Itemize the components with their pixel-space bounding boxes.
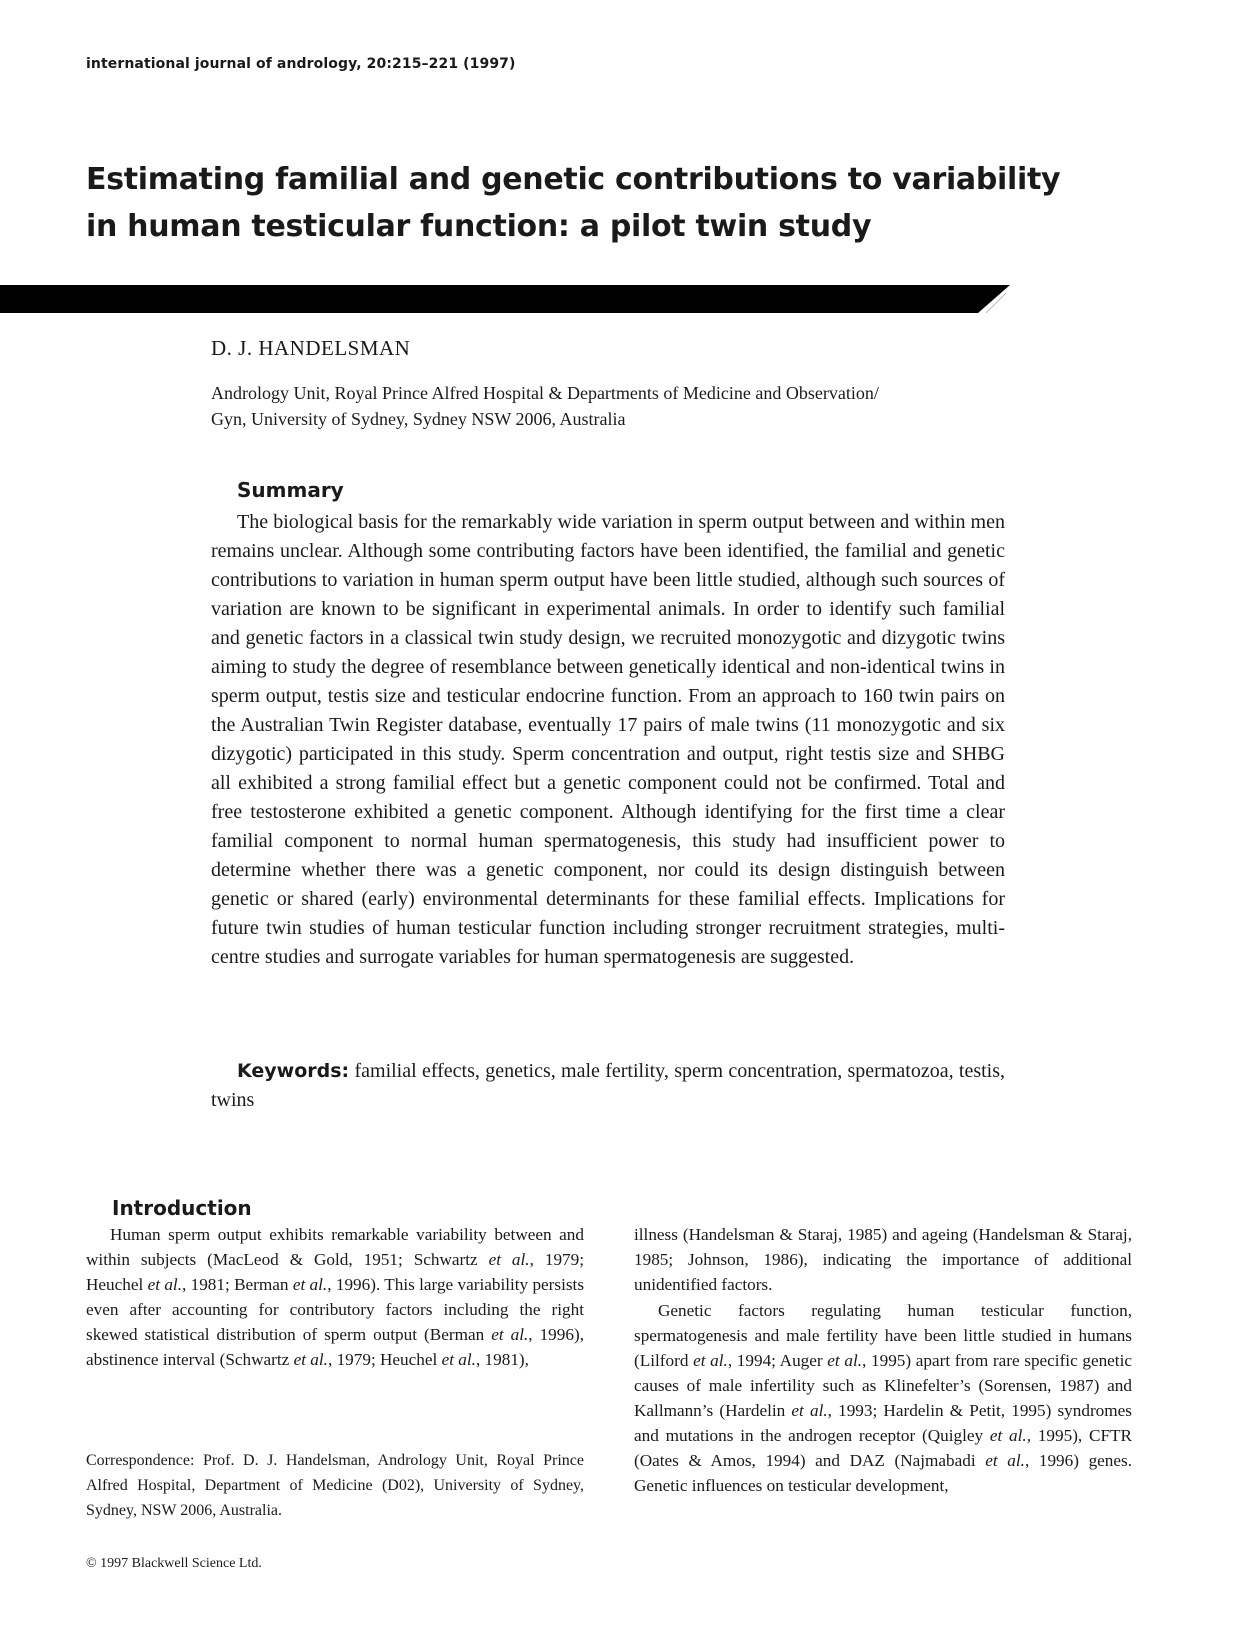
etal-italic: et al. <box>147 1275 182 1294</box>
keywords-block <box>211 1057 1005 1115</box>
text-run: , 1993; Hardelin & Petit, 1995) syndromes and mutations in the androgen receptor (Quigley <box>634 1401 1132 1445</box>
text-run: , 1996), abstinence interval (Schwartz <box>86 1325 584 1369</box>
text-run: , 1994; Auger <box>727 1351 828 1370</box>
summary-text: The biological basis for the remarkably wide variation in sperm output between and within men remains unclear. Although some contributing factors have been identified, the familial and genetic contributions to variation in human sperm output have been little studied, although such sources of variation are known to be significant in experimental animals. In order to identify such familial and genetic factors in a classical twin study design, we recruited monozygotic and dizygotic twins aiming to study the degree of resemblance between genetically identical and non-identical twins in sperm output, testis size and testicular endocrine function. From an approach to 160 twin pairs on the Australian Twin Register database, eventually 17 pairs of male twins (11 monozygotic and six dizygotic) participated in this study. Sperm concentration and output, right testis size and SHBG all exhibited a strong familial effect but a genetic component could not be confirmed. Total and free testosterone exhibited a genetic component. Although identifying for the first time a clear familial component to normal human spermatogenesis, this study had insufficient power to determine whether there was a genetic component, nor could its design distinguish between genetic or shared (early) environmental determinants for these familial effects. Implications for future twin studies of human testicular function including stronger recruitment strategies, multi-centre studies and surrogate variables for human spermatogenesis are suggested. <box>211 511 1005 968</box>
journal-citation: international journal of andrology, 20:215–221 (1997) <box>86 56 516 72</box>
author-name: D. J. HANDELSMAN <box>211 336 411 360</box>
etal-italic: et al. <box>292 1275 328 1294</box>
etal-italic: et al. <box>293 1350 328 1369</box>
etal-italic: et al. <box>491 1325 529 1344</box>
etal-italic: et al. <box>989 1426 1027 1445</box>
etal-italic: et al. <box>827 1351 863 1370</box>
text-run: , 1996). This large variability persists even after accounting for contributory factors including the right skewed statistical distribution of sperm output (Berman <box>86 1275 585 1344</box>
text-run: , 1995) apart from rare specific genetic causes of male infertility such as Klinefelter’s (Sorensen, 1987) and Kallmann’s (Hardelin <box>634 1351 1132 1420</box>
text-run: , 1979; Heuchel <box>86 1250 584 1294</box>
introduction-heading: Introduction <box>112 1196 252 1220</box>
article-title <box>86 156 1086 250</box>
title-line-2: in human testicular function: a pilot twin study <box>86 209 872 244</box>
introduction-paragraph-left <box>86 1222 584 1372</box>
author-affiliation <box>211 380 1011 432</box>
introduction-paragraph-right-1: illness (Handelsman & Staraj, 1985) and ageing (Handelsman & Staraj, 1985; Johnson, 1986), indicating the importance of additional unidentified factors. <box>634 1225 1132 1294</box>
affiliation-line-2: Gyn, University of Sydney, Sydney NSW 2006, Australia <box>211 409 626 429</box>
text-run: , 1996) genes. Genetic influences on testicular development, <box>634 1451 1132 1495</box>
etal-italic: et al. <box>791 1401 828 1420</box>
affiliation-line-1: Andrology Unit, Royal Prince Alfred Hospital & Departments of Medicine and Observation/ <box>211 383 879 403</box>
summary-heading: Summary <box>237 478 344 502</box>
text-run: , 1979; Heuchel <box>327 1350 442 1369</box>
introduction-paragraph-right-2 <box>634 1298 1132 1498</box>
etal-italic: et al. <box>693 1351 728 1370</box>
etal-italic: et al. <box>985 1451 1025 1470</box>
text-run: , 1981; Berman <box>182 1275 293 1294</box>
etal-italic: et al. <box>441 1350 476 1369</box>
text-run: Genetic factors regulating human testicular function, spermatogenesis and male fertility have been little studied in humans (Lilford <box>634 1301 1132 1370</box>
text-run: Human sperm output exhibits remarkable variability between and within subjects (MacLeod & Gold, 1951; Schwartz <box>86 1225 584 1269</box>
copyright-notice: © 1997 Blackwell Science Ltd. <box>86 1556 262 1571</box>
etal-italic: et al. <box>488 1250 530 1269</box>
keywords-label: Keywords: <box>237 1060 350 1082</box>
text-run: , 1981), <box>475 1350 529 1369</box>
title-line-1: Estimating familial and genetic contributions to variability <box>86 162 1061 197</box>
correspondence-note: Correspondence: Prof. D. J. Handelsman, Andrology Unit, Royal Prince Alfred Hospital, Department of Medicine (D02), University of Sydney, Sydney, NSW 2006, Australia. <box>86 1452 584 1519</box>
title-rule-bar <box>0 285 1010 313</box>
text-run: , 1995), CFTR (Oates & Amos, 1994) and DAZ (Najmabadi <box>634 1426 1132 1470</box>
keywords-text: familial effects, genetics, male fertility, sperm concentration, spermatozoa, testis, twins <box>211 1060 1005 1111</box>
